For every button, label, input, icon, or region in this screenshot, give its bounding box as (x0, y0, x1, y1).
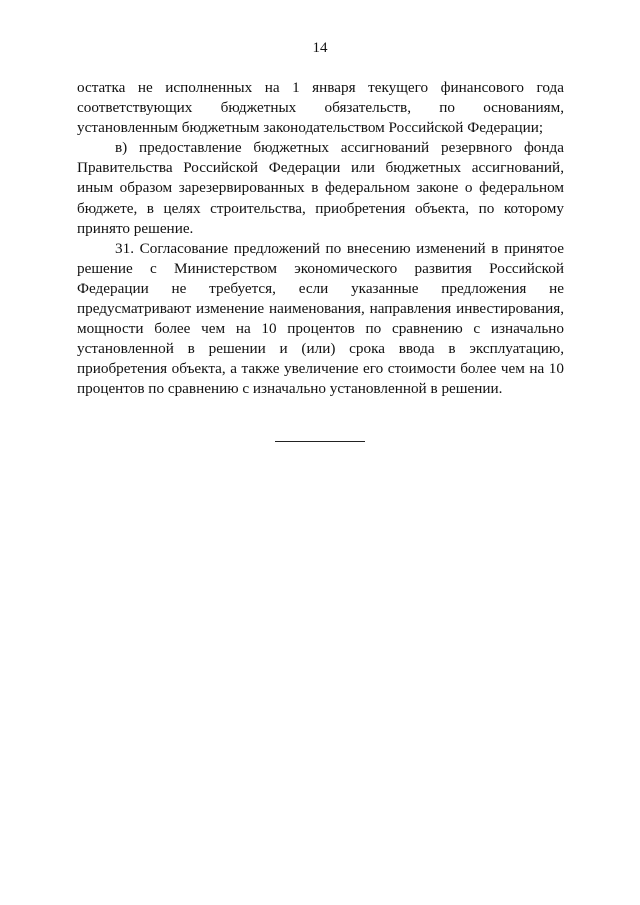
document-body (77, 78, 564, 400)
paragraph-item-v: в) предоставление бюджетных ассигнований резервного фонда Правительства Российской Федерации или бюджетных ассигнований, иным образом зарезервированных в федеральном законе о федеральном бюджете, в целях строительства, приобретения объекта, по которому принято решение. (77, 139, 564, 237)
paragraph-clause-31: 31. Согласование предложений по внесению изменений в принятое решение с Министерством экономического развития Российской Федерации не требуется, если указанные предложения не предусматривают изменение наименования, направления инвестирования, мощности более чем на 10 процентов по сравнению с изначально установленной в решении и (или) срока ввода в эксплуатацию, приобретения объекта, а также увеличение его стоимости более чем на 10 процентов по сравнению с изначально установленной в решении. (77, 239, 564, 398)
end-of-document-rule (275, 441, 365, 442)
paragraph-continuation: остатка не исполненных на 1 января текущего финансового года соответствующих бюджетных обязательств, по основаниям, установленным бюджетным законодательством Российской Федерации; (77, 79, 564, 137)
page-number: 14 (312, 40, 328, 56)
